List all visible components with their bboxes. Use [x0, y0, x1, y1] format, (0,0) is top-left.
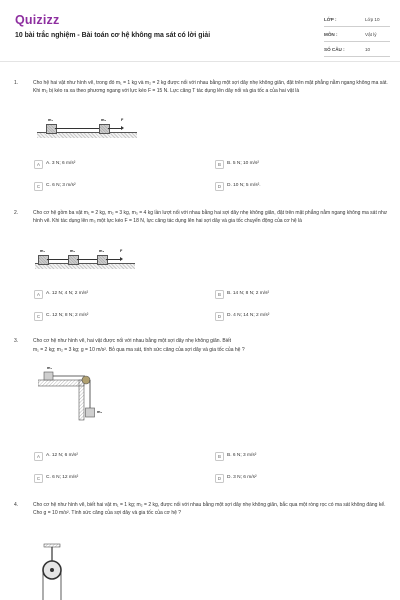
label-m2: m₂ [70, 249, 76, 253]
option-letter: A [34, 290, 43, 299]
label-m2: m₂ [97, 410, 103, 414]
option-text: C. 6 N; 3 m/s² [46, 183, 76, 188]
label-m1: m₁ [40, 249, 45, 253]
meta-value: Lớp 10 [365, 17, 380, 22]
label-m1: m₁ [47, 366, 52, 370]
rope [55, 128, 99, 129]
meta-label: SỐ CÂU : [324, 47, 345, 52]
block-m3 [97, 255, 108, 265]
quizizz-logo: Quizizz [15, 13, 60, 27]
label-force: F [120, 249, 123, 253]
meta-underline [324, 56, 390, 57]
question-number: 4. [14, 502, 19, 508]
worksheet-title: 10 bài trắc nghiệm - Bài toán cơ hệ không ma sát có lời giải [15, 32, 211, 39]
hanging-pulley-diagram [38, 540, 78, 600]
question-text: Cho cơ hệ như hình vẽ, hai vật được nối với nhau bằng một sợi dây nhẹ không giãn. Biết [33, 338, 231, 344]
question-text: Cho cơ hệ như hình vẽ, biết hai vật m₁ = 1 kg; m₂ = 2 kg, được nối với nhau bằng một sợi dây nhẹ không giãn, bắc qua một ròng rọc có ma sát không đáng kể. Cho g = 10 m/s². Tính sức căng của sợi dây và gia tốc của cơ hệ ? [33, 502, 386, 516]
ground-surface [35, 263, 135, 269]
meta-value: Vật lý [365, 32, 377, 37]
option-text: D. 4 N; 14 N; 2 m/s² [227, 313, 270, 318]
question-formula: m₁ = 2 kg; m₂ = 3 kg; g = 10 m/s². Bỏ qua ma sát, tính sức căng của sợi dây và gia tốc của hệ ? [33, 347, 245, 353]
block-m2 [99, 124, 110, 134]
option-letter: D [215, 474, 224, 483]
block-m2 [68, 255, 79, 265]
option-text: B. 6 N; 3 m/s² [227, 453, 257, 458]
meta-value: 10 [365, 47, 371, 52]
rope [77, 259, 97, 260]
option-letter: C [34, 182, 43, 191]
option-text: C. 6 N; 12 m/s² [46, 475, 79, 480]
option-letter: B [215, 452, 224, 461]
meta-underline [324, 41, 390, 42]
label-force: F [121, 118, 124, 122]
label-m2: m₂ [101, 118, 107, 122]
option-text: C. 12 N; 8 N; 2 m/s² [46, 313, 89, 318]
block-m1 [38, 255, 49, 265]
option-text: A. 12 N; 4 N; 2 m/s² [46, 291, 89, 296]
option-letter: A [34, 160, 43, 169]
option-text: B. 14 N; 8 N; 2 m/s² [227, 291, 270, 296]
header-divider [0, 61, 400, 62]
question-text: Cho cơ hệ gồm ba vật m₁ = 2 kg, m₂ = 3 kg, m₃ = 4 kg lần lượt nối với nhau bằng hai sợi dây nhẹ không giãn, đặt trên mặt phẳng nằm ngang không ma sát như hình vẽ. Khi tác dụng lên m₃ một lực kéo F = 18 N, lực căng tác dụng lên hai sợi dây và gia tốc chuyển động của cơ hệ là [33, 210, 388, 224]
option-text: D. 10 N; 5 m/s². [227, 183, 261, 188]
label-m3: m₃ [99, 249, 105, 253]
option-letter: C [34, 474, 43, 483]
option-letter: B [215, 160, 224, 169]
option-letter: C [34, 312, 43, 321]
meta-label: LỚP : [324, 17, 337, 22]
question-text: Cho hệ hai vật như hình vẽ, trong đó m₁ = 1 kg và m₂ = 2 kg được nối với nhau bằng một sợi dây nhẹ không giãn, đặt trên mặt phẳng nằm ngang không ma sát. Khi m₂ bị kéo ra xa theo phương ngang với lực kéo F = 15 N. Lực căng T tác dụng lên dây nối và gia tốc a của hai vật là [33, 80, 388, 94]
force-arrow [106, 259, 120, 260]
block-m1 [46, 124, 57, 134]
option-text: D. 3 N; 6 m/s² [227, 475, 257, 480]
meta-label: MÔN : [324, 32, 338, 37]
table-pulley-diagram [38, 366, 108, 426]
meta-underline [324, 26, 390, 27]
question-number: 3. [14, 338, 19, 344]
question-number: 2. [14, 210, 19, 216]
question-number: 1. [14, 80, 19, 86]
label-m1: m₁ [48, 118, 53, 122]
option-letter: B [215, 290, 224, 299]
rope [47, 259, 68, 260]
option-text: A. 12 N; 6 m/s² [46, 453, 78, 458]
option-text: A. 3 N; 6 m/s² [46, 161, 76, 166]
force-arrow [108, 128, 121, 129]
option-letter: D [215, 312, 224, 321]
option-letter: D [215, 182, 224, 191]
option-text: B. 5 N; 10 m/s² [227, 161, 259, 166]
option-letter: A [34, 452, 43, 461]
